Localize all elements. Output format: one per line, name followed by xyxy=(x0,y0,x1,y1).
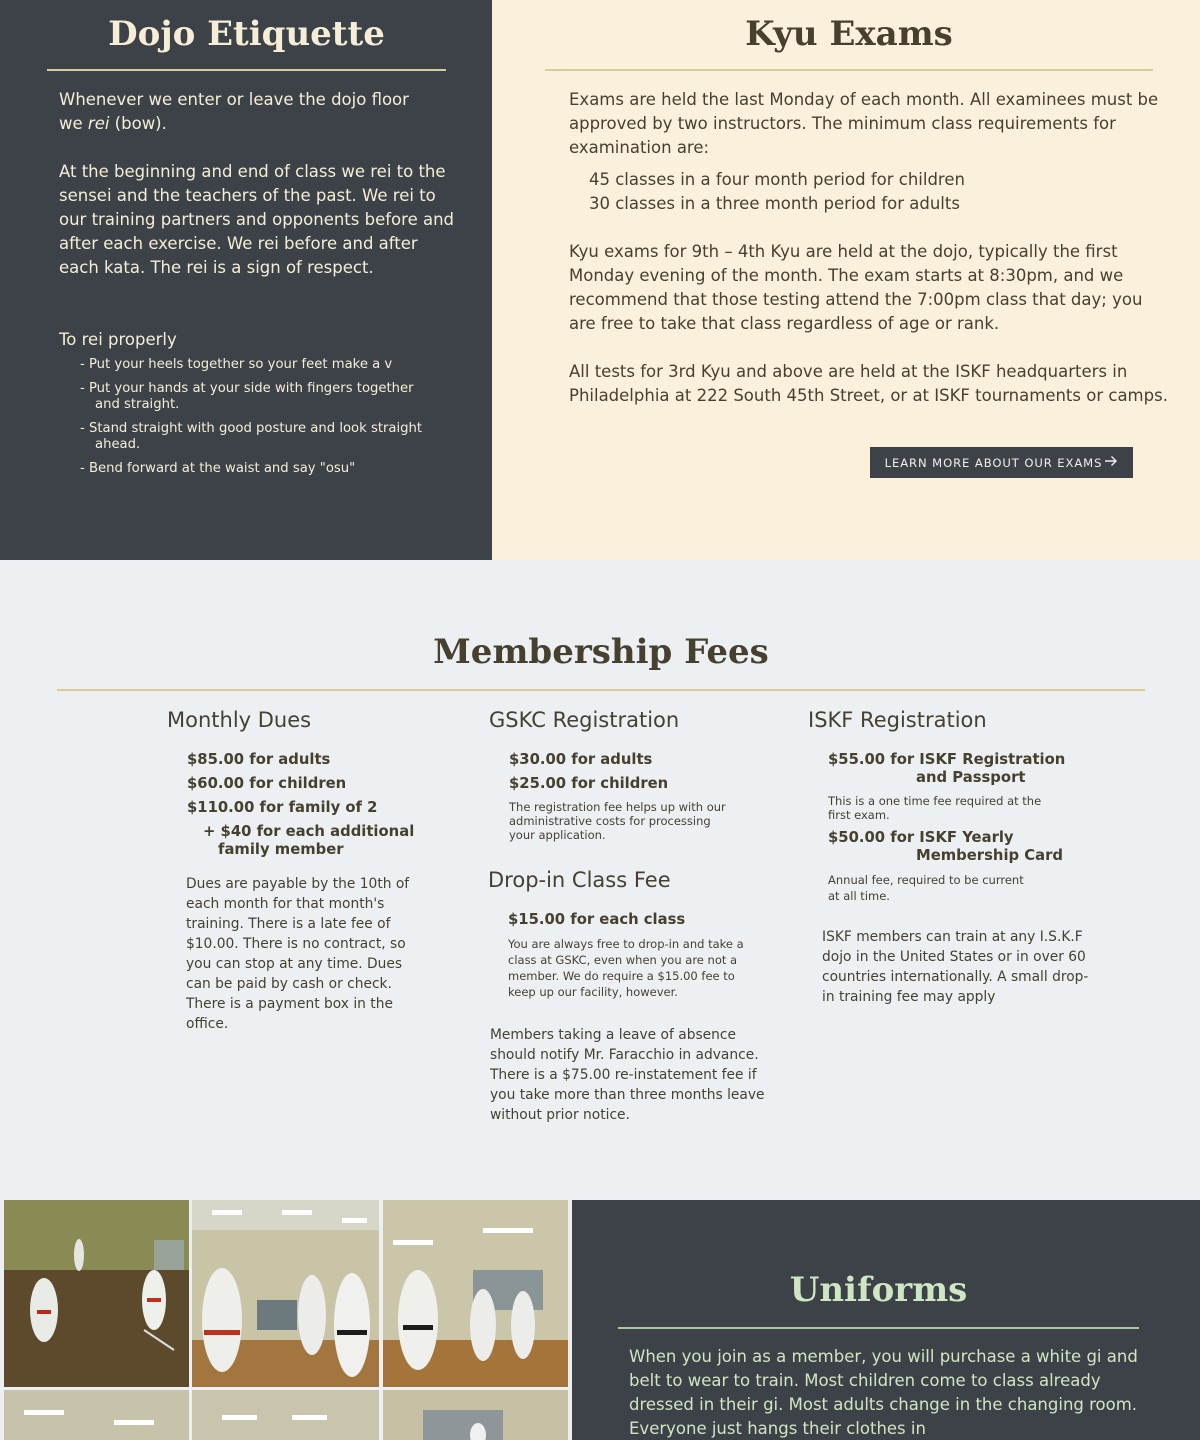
iskf-registration-price-cont: and Passport xyxy=(916,769,1026,786)
monthly-adult-price: $85.00 for adults xyxy=(187,751,331,768)
gskc-registration-heading: GSKC Registration xyxy=(489,708,680,732)
leave-of-absence-note: Members taking a leave of absence should notify Mr. Faracchio in advance. There is a $75.00 re-instatement fee if you take more than three months leave without prior notice. xyxy=(490,1027,765,1123)
iskf-yearly-price-cont: Membership Card xyxy=(916,847,1063,864)
arrow-right-icon xyxy=(1104,455,1118,471)
gskc-adult-price: $30.00 for adults xyxy=(509,751,653,768)
uniforms-text: When you join as a member, you will purchase a white gi and belt to wear to train. Most children come to class already dressed in their gi. Most adults change in the changing room. Everyone just hangs their clothes in xyxy=(629,1347,1138,1438)
gallery-photo[interactable] xyxy=(383,1200,568,1387)
iskf-registration-note: This is a one time fee required at the first exam. xyxy=(828,794,1042,822)
uniforms-panel xyxy=(572,1200,1200,1440)
uniforms-divider xyxy=(618,1327,1139,1329)
dropin-fee-heading: Drop-in Class Fee xyxy=(488,868,671,892)
rei-step: - Put your heels together so your feet make a v xyxy=(80,357,393,372)
etiquette-rei-text: At the beginning and end of class we rei to the sensei and the teachers of the past. We rei to our training partners and opponents before and after each exercise. We rei before and after each kata. The rei is a sign of respect. xyxy=(59,162,455,277)
exams-dojo-info: Kyu exams for 9th – 4th Kyu are held at the dojo, typically the first Monday evening of the month. The exam starts at 8:30pm, and we recommend that those testing attend the 7:00pm class that day; you are free to take that class regardless of age or rank. xyxy=(569,242,1143,333)
monthly-family-price: $110.00 for family of 2 xyxy=(187,799,378,816)
monthly-child-price: $60.00 for children xyxy=(187,775,347,792)
learn-more-exams-button[interactable] xyxy=(870,447,1133,478)
dropin-price: $15.00 for each class xyxy=(508,911,686,928)
iskf-registration-heading: ISKF Registration xyxy=(808,708,987,732)
etiquette-divider xyxy=(47,69,446,71)
exams-intro: Exams are held the last Monday of each month. All examinees must be approved by two instructors. The minimum class requirements for examination are: xyxy=(569,90,1159,157)
exam-requirement-adults: 30 classes in a three month period for adults xyxy=(589,194,960,213)
exams-panel xyxy=(492,0,1200,560)
intro-rei: rei xyxy=(87,114,110,133)
gallery-photo[interactable] xyxy=(192,1200,379,1387)
exams-title: Kyu Exams xyxy=(745,14,953,54)
iskf-yearly-note: Annual fee, required to be current at all time. xyxy=(828,873,1024,903)
monthly-additional-price: + $40 for each additional family member xyxy=(203,823,415,858)
intro-bow: (bow). xyxy=(109,114,167,133)
membership-fees-divider xyxy=(57,689,1145,691)
rei-step: - Stand straight with good posture and look straight ahead. xyxy=(80,421,423,452)
iskf-membership-info: ISKF members can train at any I.S.K.F dojo in the United States or in over 60 countries internationally. A small drop-in training fee may apply xyxy=(822,929,1089,1005)
iskf-yearly-price: $50.00 for ISKF Yearly xyxy=(828,829,1014,846)
rei-step: - Bend forward at the waist and say "osu" xyxy=(80,461,356,476)
etiquette-title: Dojo Etiquette xyxy=(108,14,385,54)
uniforms-title: Uniforms xyxy=(789,1270,968,1310)
etiquette-intro xyxy=(59,88,454,136)
gallery-photo[interactable] xyxy=(4,1390,189,1440)
rei-step: - Put your hands at your side with fingers together and straight. xyxy=(80,381,414,412)
rei-steps-list xyxy=(80,357,440,485)
dropin-note: You are always free to drop-in and take a class at GSKC, even when you are not a member. We do require a $15.00 fee to keep up our facility, however. xyxy=(508,937,744,999)
gskc-registration-note: The registration fee helps up with our administrative costs for processing your application. xyxy=(509,800,726,842)
iskf-registration-price: $55.00 for ISKF Registration xyxy=(828,751,1066,768)
etiquette-rei-heading: To rei properly xyxy=(59,330,177,349)
gallery-photo[interactable] xyxy=(383,1390,568,1440)
gskc-child-price: $25.00 for children xyxy=(509,775,669,792)
gallery-photo[interactable] xyxy=(4,1200,189,1387)
exam-requirement-children: 45 classes in a four month period for children xyxy=(589,170,965,189)
monthly-dues-heading: Monthly Dues xyxy=(167,708,312,732)
etiquette-panel xyxy=(0,0,492,560)
exams-hq-info: All tests for 3rd Kyu and above are held at the ISKF headquarters in Philadelphia at 222 South 45th Street, or at ISKF tournaments or camps. xyxy=(569,362,1168,405)
monthly-dues-note: Dues are payable by the 10th of each month for that month's training. There is a late fee of $10.00. There is no contract, so you can stop at any time. Dues can be paid by cash or check. There is a payment box in the office. xyxy=(186,876,410,1032)
membership-fees-title: Membership Fees xyxy=(433,632,769,672)
intro-text: Whenever we enter or leave the dojo floor xyxy=(59,90,409,109)
gallery-photo[interactable] xyxy=(192,1390,379,1440)
exams-divider xyxy=(545,69,1153,71)
intro-we: we xyxy=(59,114,88,133)
learn-more-label: LEARN MORE ABOUT OUR EXAMS xyxy=(884,455,1103,470)
